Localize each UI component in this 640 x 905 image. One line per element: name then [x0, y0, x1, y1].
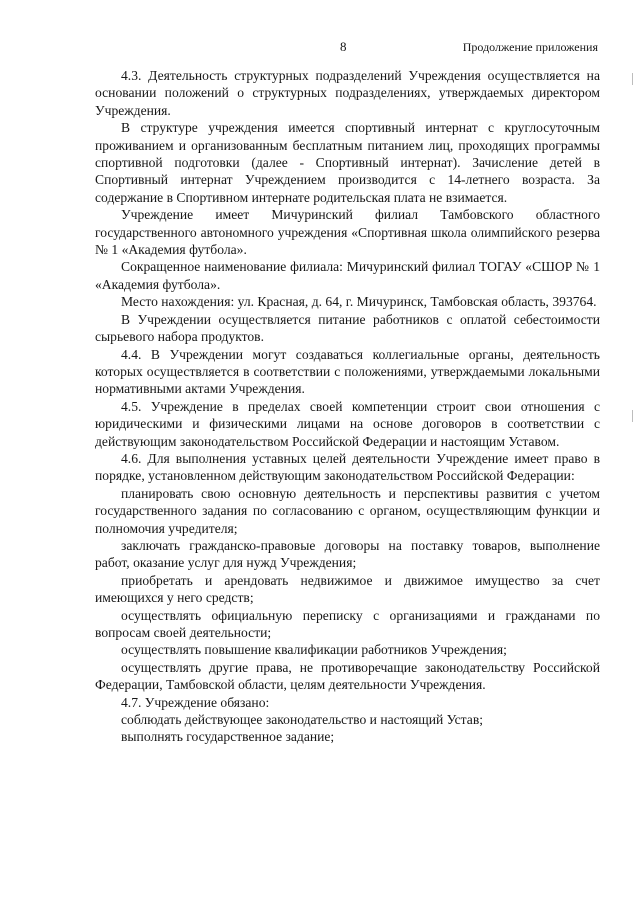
- scan-edge-mark: [632, 73, 633, 85]
- paragraph-sport-internat: В структуре учреждения имеется спортивный интернат с круглосуточным проживанием и организованным бесплатным питанием лиц, проходящих программы спортивной подготовки (далее - Спортивный интернат). Зачисление детей в Спортивный интернат Учреждением производится с 14-летнего возраста. За содержание в Спортивном интернате родительская плата не взимается.: [95, 120, 600, 205]
- list-item-state-task: выполнять государственное задание;: [121, 729, 335, 745]
- list-item-property: приобретать и арендовать недвижимое и движимое имущество за счет имеющихся у него средств;: [95, 572, 600, 606]
- paragraph-4-4: 4.4. В Учреждении могут создаваться коллегиальные органы, деятельность которых осуществляется в соответствии с положениями, утверждаемыми локальными нормативными актами Учреждения.: [95, 346, 600, 397]
- list-item-contracts: заключать гражданско-правовые договоры на поставку товаров, выполнение работ, оказание услуг для нужд Учреждения;: [95, 537, 600, 571]
- list-item-plan: планировать свою основную деятельность и перспективы развития с учетом государственного задания по согласованию с органом, осуществляющим функции и полномочия учредителя;: [95, 485, 600, 536]
- continuation-label: Продолжение приложения: [462, 40, 598, 54]
- list-item-qualification: осуществлять повышение квалификации работников Учреждения;: [121, 642, 507, 658]
- paragraph-branch: Учреждение имеет Мичуринский филиал Тамбовского областного государственного автономного учреждения «Спортивная школа олимпийского резерва № 1 «Академия футбола».: [95, 207, 600, 258]
- paragraph-4-7: 4.7. Учреждение обязано:: [121, 694, 270, 710]
- list-item-comply-law: соблюдать действующее законодательство и настоящий Устав;: [121, 712, 484, 728]
- list-item-correspondence: осуществлять официальную переписку с организациями и гражданами по вопросам своей деятельности;: [95, 607, 600, 640]
- list-item-other-rights: осуществлять другие права, не противоречащие законодательству Российской Федерации, Тамбовской области, целям деятельности Учреждения.: [95, 659, 600, 693]
- scan-edge-mark: [632, 410, 633, 422]
- paragraph-branch-address: Место нахождения: ул. Красная, д. 64, г. Мичуринск, Тамбовская область, 393764.: [121, 294, 597, 310]
- paragraph-4-6: 4.6. Для выполнения уставных целей деятельности Учреждение имеет право в порядке, установленном действующим законодательством Российской Федерации:: [95, 450, 600, 484]
- document-body: [95, 67, 600, 746]
- paragraph-4-3: 4.3. Деятельность структурных подразделений Учреждения осуществляется на основании положений о структурных подразделениях, утверждаемых директором Учреждения.: [95, 68, 600, 118]
- paragraph-4-5: 4.5. Учреждение в пределах своей компетенции строит свои отношения с юридическими и физическими лицами на основе договоров в соответствии с действующим законодательством Российской Федерации и настоящим Уставом.: [95, 398, 600, 449]
- page-number: 8: [340, 39, 347, 54]
- paragraph-meals: В Учреждении осуществляется питание работников с оплатой себестоимости сырьевого набора продуктов.: [95, 311, 600, 345]
- paragraph-branch-short-name: Сокращенное наименование филиала: Мичуринский филиал ТОГАУ «СШОР № 1 «Академия футбола».: [95, 259, 600, 292]
